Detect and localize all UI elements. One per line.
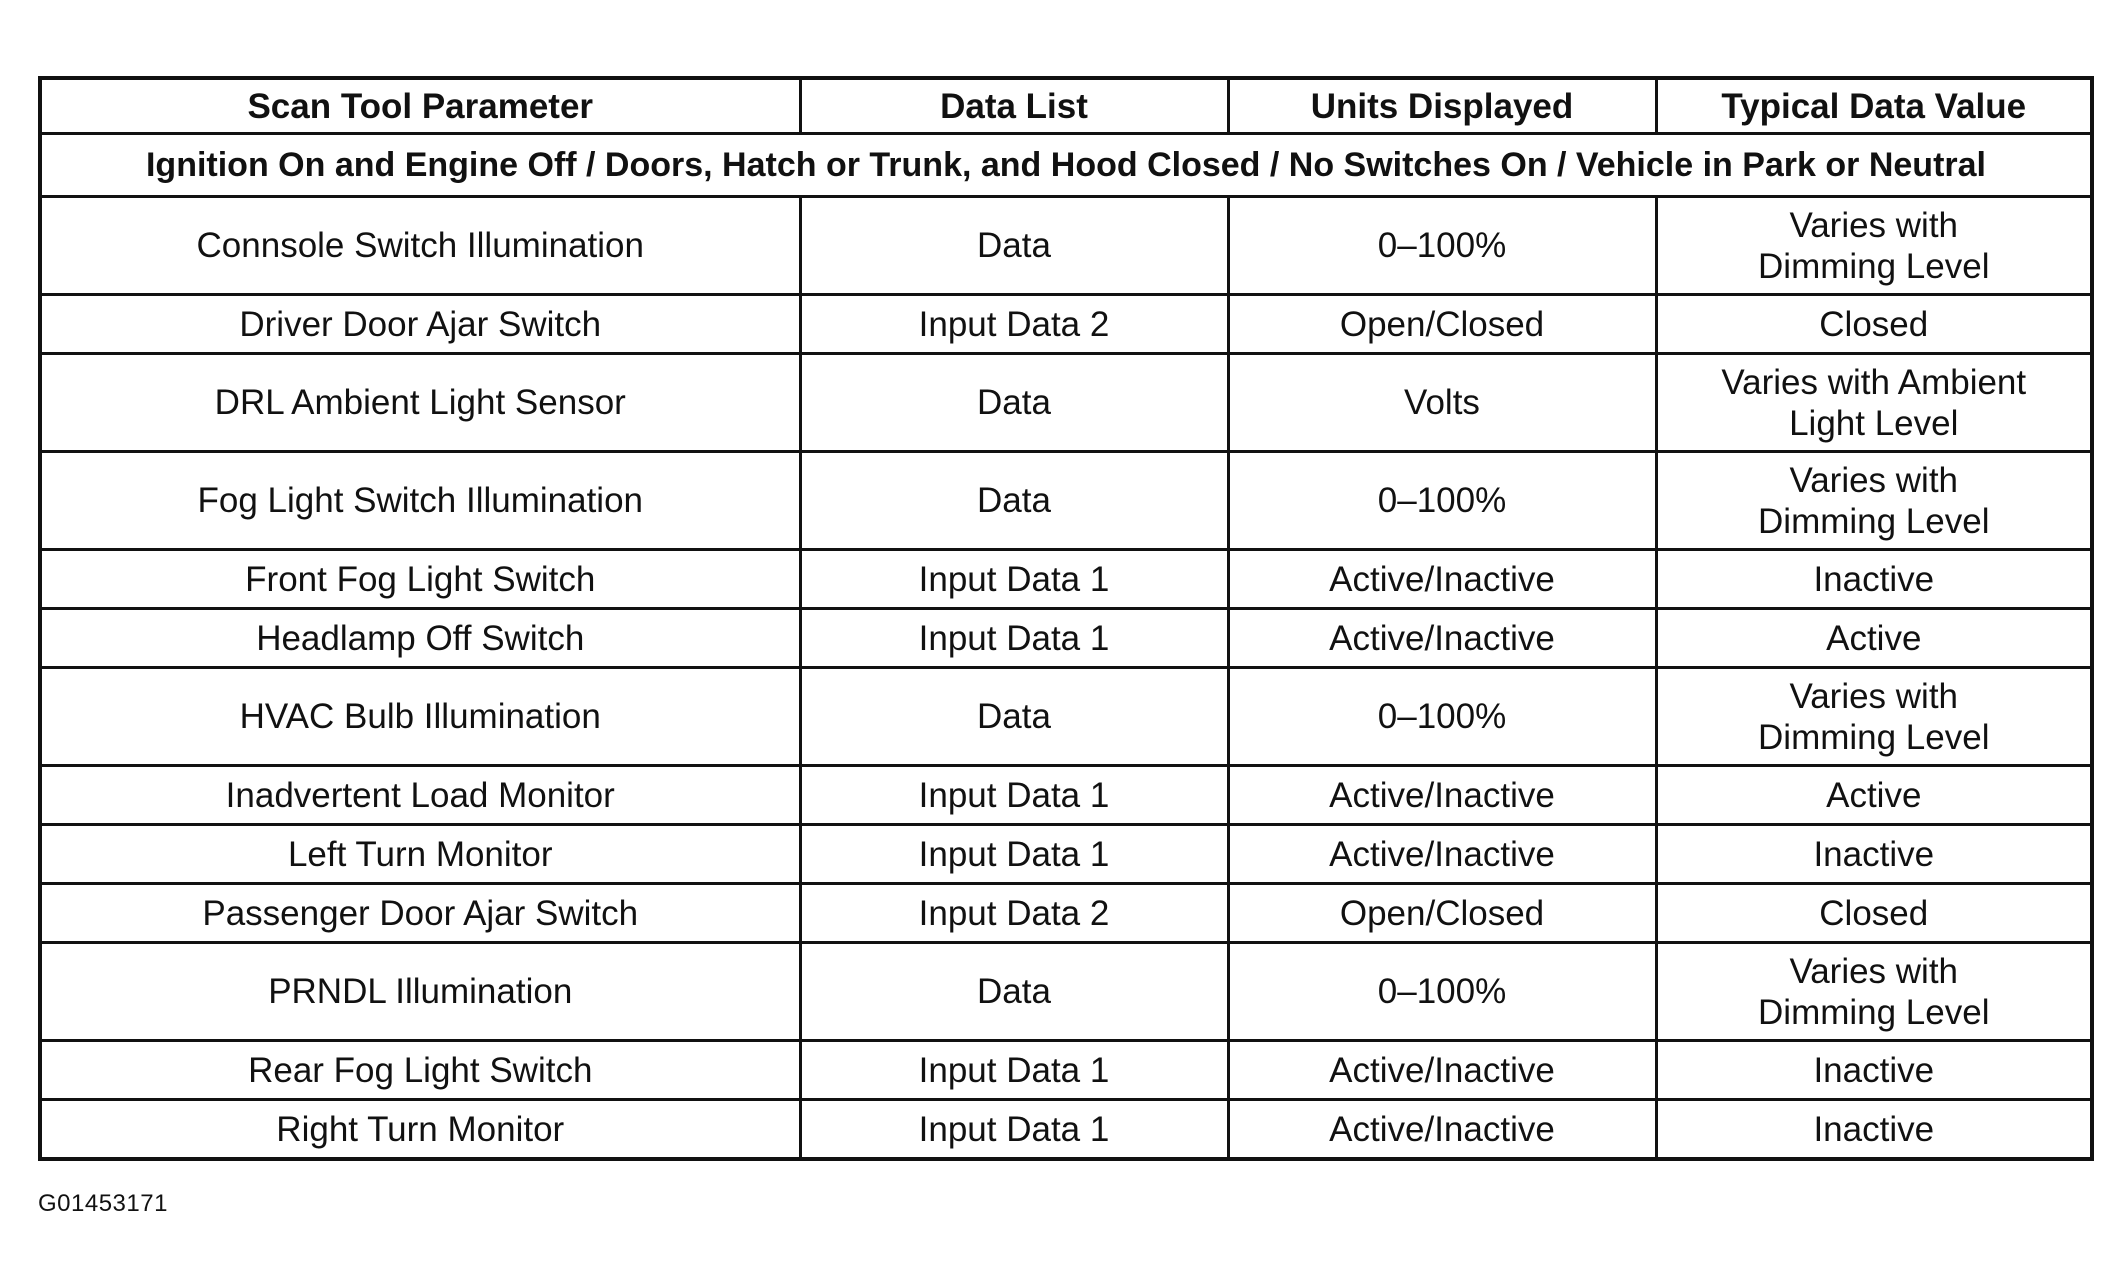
table-row <box>40 668 2092 766</box>
column-header-data-list: Data List <box>800 78 1228 134</box>
cell-units: Active/Inactive <box>1228 825 1656 884</box>
cell-data-list: Input Data 1 <box>800 1100 1228 1160</box>
table-row <box>40 609 2092 668</box>
cell-parameter: Left Turn Monitor <box>40 825 800 884</box>
typical-value-line: Varies with <box>1789 676 1959 716</box>
cell-units: Active/Inactive <box>1228 1041 1656 1100</box>
cell-parameter: Fog Light Switch Illumination <box>40 452 800 550</box>
table-row <box>40 1041 2092 1100</box>
cell-data-list: Input Data 1 <box>800 825 1228 884</box>
table-row <box>40 1100 2092 1160</box>
cell-typical-value <box>1656 943 2092 1041</box>
typical-value-line: Varies with <box>1789 460 1959 500</box>
table-row <box>40 766 2092 825</box>
cell-units: Active/Inactive <box>1228 766 1656 825</box>
table-row <box>40 884 2092 943</box>
cell-parameter: DRL Ambient Light Sensor <box>40 354 800 452</box>
cell-parameter: HVAC Bulb Illumination <box>40 668 800 766</box>
cell-typical-value: Inactive <box>1656 550 2092 609</box>
cell-parameter: Connsole Switch Illumination <box>40 197 800 295</box>
cell-parameter: Driver Door Ajar Switch <box>40 295 800 354</box>
table-row <box>40 295 2092 354</box>
cell-typical-value: Active <box>1656 609 2092 668</box>
figure-id: G01453171 <box>38 1190 168 1217</box>
cell-units: 0–100% <box>1228 943 1656 1041</box>
cell-units: Active/Inactive <box>1228 609 1656 668</box>
typical-value-line: Dimming Level <box>1758 501 1990 541</box>
cell-parameter: Passenger Door Ajar Switch <box>40 884 800 943</box>
cell-typical-value: Closed <box>1656 295 2092 354</box>
cell-typical-value: Closed <box>1656 884 2092 943</box>
condition-row <box>40 134 2092 197</box>
cell-units: 0–100% <box>1228 197 1656 295</box>
scan-tool-data-sheet <box>38 76 2090 1161</box>
cell-typical-value <box>1656 197 2092 295</box>
table-row <box>40 197 2092 295</box>
cell-parameter: Headlamp Off Switch <box>40 609 800 668</box>
cell-parameter: Rear Fog Light Switch <box>40 1041 800 1100</box>
typical-value-line: Light Level <box>1789 403 1959 443</box>
cell-data-list: Input Data 1 <box>800 609 1228 668</box>
cell-typical-value: Inactive <box>1656 1100 2092 1160</box>
cell-units: Volts <box>1228 354 1656 452</box>
column-header-typical-value: Typical Data Value <box>1656 78 2092 134</box>
cell-typical-value: Inactive <box>1656 825 2092 884</box>
column-header-units: Units Displayed <box>1228 78 1656 134</box>
cell-units: Active/Inactive <box>1228 550 1656 609</box>
cell-units: 0–100% <box>1228 452 1656 550</box>
table-row <box>40 550 2092 609</box>
typical-value-line: Varies with Ambient <box>1721 362 2027 402</box>
table-row <box>40 452 2092 550</box>
cell-data-list: Input Data 2 <box>800 884 1228 943</box>
cell-typical-value <box>1656 668 2092 766</box>
cell-units: Open/Closed <box>1228 884 1656 943</box>
cell-data-list: Data <box>800 354 1228 452</box>
cell-units: Active/Inactive <box>1228 1100 1656 1160</box>
table-row <box>40 354 2092 452</box>
cell-data-list: Input Data 1 <box>800 550 1228 609</box>
table-row <box>40 943 2092 1041</box>
cell-typical-value: Active <box>1656 766 2092 825</box>
cell-data-list: Data <box>800 943 1228 1041</box>
cell-parameter: Inadvertent Load Monitor <box>40 766 800 825</box>
cell-typical-value <box>1656 452 2092 550</box>
table-row <box>40 825 2092 884</box>
typical-value-line: Dimming Level <box>1758 992 1990 1032</box>
cell-data-list: Data <box>800 452 1228 550</box>
cell-parameter: Front Fog Light Switch <box>40 550 800 609</box>
typical-value-line: Varies with <box>1789 951 1959 991</box>
typical-value-line: Varies with <box>1789 205 1959 245</box>
cell-parameter: Right Turn Monitor <box>40 1100 800 1160</box>
header-row <box>40 78 2092 134</box>
typical-value-line: Dimming Level <box>1758 717 1990 757</box>
test-condition: Ignition On and Engine Off / Doors, Hatch or Trunk, and Hood Closed / No Switches On / Vehicle in Park or Neutral <box>40 134 2092 197</box>
cell-typical-value: Inactive <box>1656 1041 2092 1100</box>
cell-data-list: Input Data 1 <box>800 1041 1228 1100</box>
cell-data-list: Data <box>800 197 1228 295</box>
cell-typical-value <box>1656 354 2092 452</box>
cell-data-list: Input Data 2 <box>800 295 1228 354</box>
scan-tool-data-table <box>38 76 2094 1161</box>
cell-units: 0–100% <box>1228 668 1656 766</box>
cell-parameter: PRNDL Illumination <box>40 943 800 1041</box>
cell-data-list: Input Data 1 <box>800 766 1228 825</box>
cell-units: Open/Closed <box>1228 295 1656 354</box>
cell-data-list: Data <box>800 668 1228 766</box>
typical-value-line: Dimming Level <box>1758 246 1990 286</box>
column-header-parameter: Scan Tool Parameter <box>40 78 800 134</box>
